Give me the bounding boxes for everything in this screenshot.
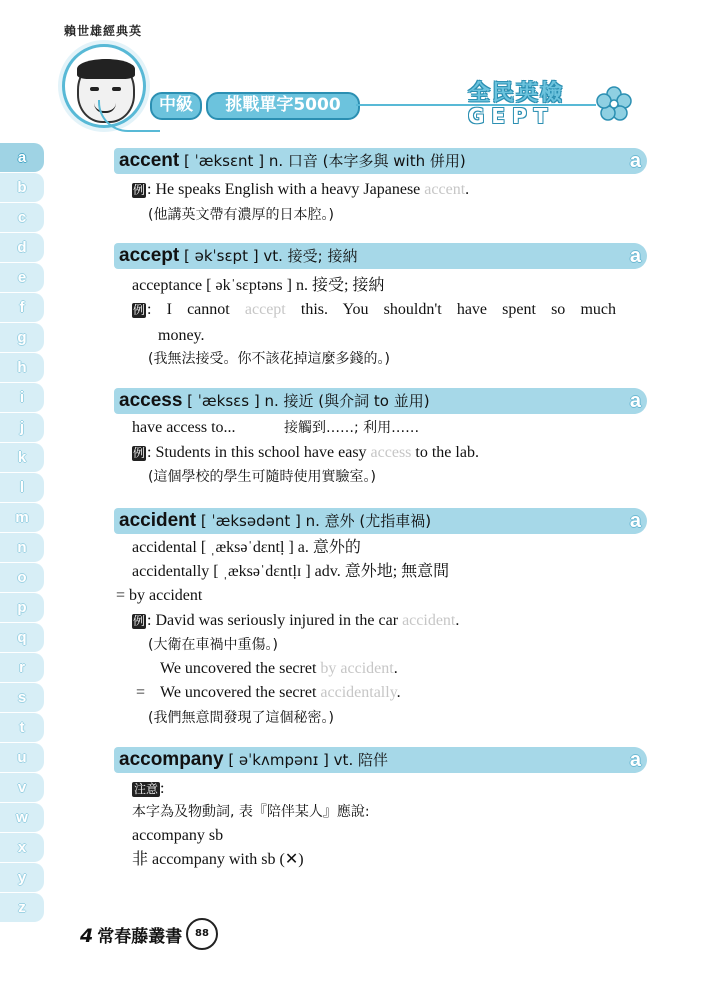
publisher-name: 常春藤叢書 [97,927,183,947]
derivative-word: acceptance [ əkˈsɛptəns ] n. 接受; 接納 [132,277,385,294]
entry-accept [114,243,647,373]
usage-note-heading: 注意 : [134,780,165,797]
usage-note-correct: accompany sb [132,827,224,844]
alphabet-tab-m[interactable]: m [0,503,44,532]
headword-bar [114,508,647,534]
alphabet-tab-q[interactable]: q [0,623,44,652]
headword: accept [ əkˈsɛpt ] vt. 接受; 接納 [119,245,358,266]
alphabet-tab-c[interactable]: c [0,203,44,232]
alphabet-tab-i[interactable]: i [0,383,44,412]
derivative-word: accidentally [ ˌæksəˈdɛntḷɪ ] adv. 意外地; 無意間 [132,563,450,580]
alphabet-tab-w[interactable]: w [0,803,44,832]
alphabet-tab-u[interactable]: u [0,743,44,772]
example-sentence-continued: money. [158,327,205,344]
section-letter: a [629,510,641,532]
alphabet-tab-e[interactable]: e [0,263,44,292]
example-translation: (大衛在車禍中重傷。) [148,637,278,653]
alphabet-tab-x[interactable]: x [0,833,44,862]
section-letter: a [629,150,641,172]
derivative-word: accidental [ ˌæksəˈdɛntḷ ] a. 意外的 [132,539,361,556]
entry-accent [114,148,647,228]
alphabet-tab-r[interactable]: r [0,653,44,682]
headword: accompany [ əˈkʌmpənɪ ] vt. 陪伴 [119,749,388,770]
flower-icon [596,86,632,122]
example-sentence: 例 : Students in this school have easy access to the lab. [133,444,479,461]
headword-bar [114,148,647,174]
entry-accompany [114,747,647,872]
headword-bar [114,747,647,773]
phrase-chinese: 接觸到……; 利用…… [284,420,420,436]
section-letter: a [629,390,641,412]
alphabet-tab-n[interactable]: n [0,533,44,562]
alphabet-tab-s[interactable]: s [0,683,44,712]
note-mark: 注意 [134,782,159,796]
headword-bar [114,243,647,269]
page-footer [80,922,182,947]
equals-sign: = [136,684,146,701]
usage-note-incorrect: 非 accompany with sb (✕) [132,851,304,868]
example-sentence: 例 : He speaks English with a heavy Japanese accent. [133,181,470,198]
entry-accident [114,508,647,733]
alphabet-index [0,143,46,923]
alphabet-tab-y[interactable]: y [0,863,44,892]
example-sentence: We uncovered the secret accidentally. [160,684,401,701]
example-translation: (我們無意間發現了這個秘密。) [148,710,334,726]
alphabet-tab-g[interactable]: g [0,323,44,352]
usage-note: 本字為及物動詞, 表『陪伴某人』應說: [132,804,370,820]
headword: access [ ˈæksɛs ] n. 接近 (與介詞 to 並用) [119,390,430,411]
alphabet-tab-b[interactable]: b [0,173,44,202]
example-translation: (這個學校的學生可隨時使用實驗室。) [148,469,376,485]
logo-text: 賴世雄經典英 [63,24,142,38]
alphabet-tab-d[interactable]: d [0,233,44,262]
headword: accent [ ˈæksɛnt ] n. 口音 (本字多與 with 併用) [119,150,466,171]
exam-name-english: GEPT [468,104,555,128]
alphabet-tab-v[interactable]: v [0,773,44,802]
phrase-english: have access to... [132,419,236,436]
example-sentence: We uncovered the secret by accident. [160,660,398,677]
alphabet-tab-k[interactable]: k [0,443,44,472]
alphabet-tab-j[interactable]: j [0,413,44,442]
example-sentence: 例 : I cannot accept this. You shouldn't have spent so much [133,301,617,318]
headword-bar [114,388,647,414]
example-translation: (他講英文帶有濃厚的日本腔。) [148,207,334,223]
example-mark: 例 [133,446,146,460]
alphabet-tab-a[interactable]: a [0,143,44,172]
example-mark: 例 [133,183,146,197]
example-mark: 例 [133,614,146,628]
page-header [0,0,708,140]
alphabet-tab-o[interactable]: o [0,563,44,592]
series-title: 挑戰單字5000 [206,92,360,120]
alphabet-tab-h[interactable]: h [0,353,44,382]
headword: accident [ ˈæksədənt ] n. 意外 (尤指車禍) [119,510,432,531]
level-badge: 中級 [150,92,202,120]
page-number: 4 [80,925,94,947]
publisher-seal-icon: 88 [186,918,218,950]
section-letter: a [629,749,641,771]
alphabet-tab-l[interactable]: l [0,473,44,502]
alphabet-tab-z[interactable]: z [0,893,44,922]
example-mark: 例 [133,303,146,317]
equivalent-phrase: = by accident [116,587,203,604]
exam-name-chinese: 全民英檢 [468,81,565,106]
alphabet-tab-p[interactable]: p [0,593,44,622]
example-sentence: 例 : David was seriously injured in the car accident. [133,612,460,629]
example-translation: (我無法接受。你不該花掉這麼多錢的。) [148,351,390,367]
entry-access [114,388,647,492]
section-letter: a [629,245,641,267]
alphabet-tab-f[interactable]: f [0,293,44,322]
alphabet-tab-t[interactable]: t [0,713,44,742]
